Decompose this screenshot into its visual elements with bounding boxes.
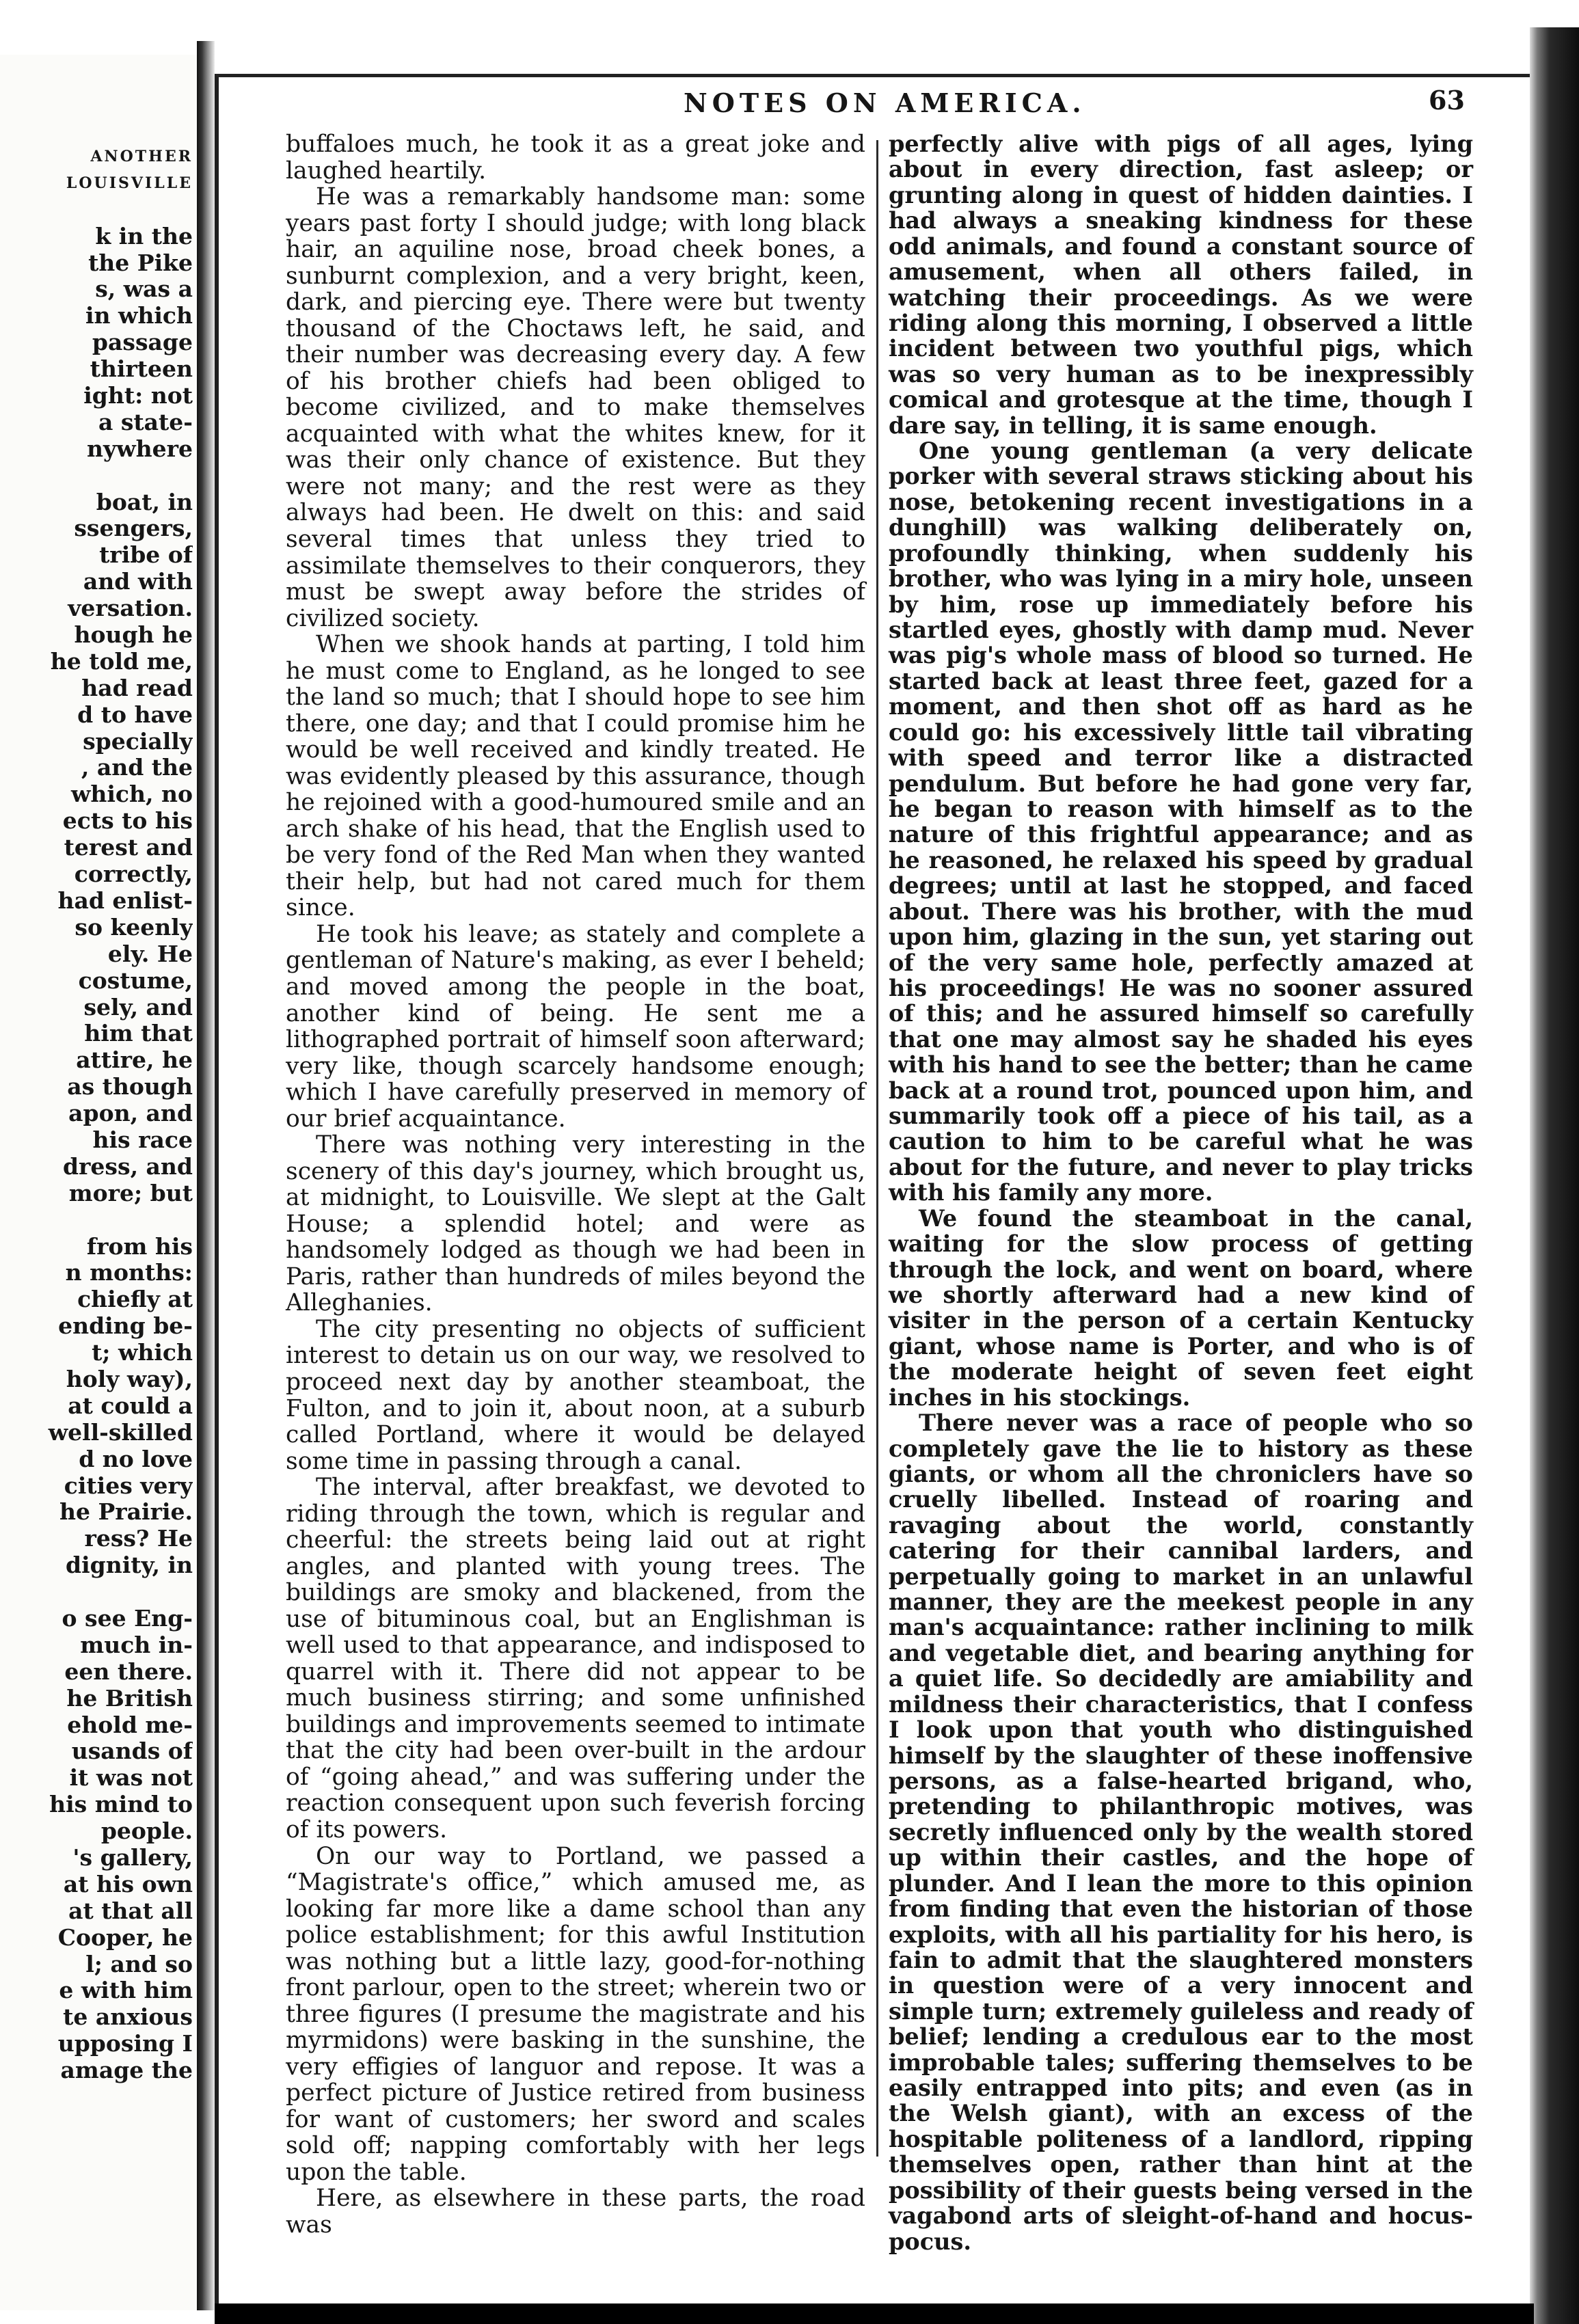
facing-page-line: ending be- [58,1313,193,1340]
facing-page-line: well-skilled [48,1419,193,1446]
facing-page-line: boat, in [96,489,193,515]
facing-page-line: much in- [80,1632,193,1658]
facing-page-line: at that all [68,1897,193,1924]
facing-page-line: in which [85,303,193,329]
facing-page-line: he told me, [50,648,193,675]
facing-page-line: at his own [63,1871,193,1897]
facing-page-line: attire, he [76,1047,193,1074]
facing-page-line [0,463,193,489]
facing-page-line: dignity, in [66,1552,193,1579]
facing-page-line: dress, and [62,1153,193,1180]
facing-page-line: terest and [64,835,193,861]
facing-page-line: and with [83,569,193,595]
paragraph: perfectly alive with pigs of all ages, lying about in every direction, fast asleep; or grunting along in quest of hidden dainties. I had always a sneaking kindness for these odd animals, and found a constant source of amusement, when all others failed, in watching their proceedings. As we were riding along this morning, I observed a little incident between two youthful pigs, which was so very human as to be inexpressibly comical and grotesque at the time, though I dare say, in telling, it is same enough. [889,131,1473,439]
facing-page-line: Cooper, he [57,1924,193,1951]
facing-page-line: usands of [71,1738,193,1765]
facing-page-line: e with him [59,1977,193,2004]
facing-page-line: people. [100,1818,193,1845]
text-column-right [889,131,1473,2254]
facing-page-line: holy way), [66,1366,193,1392]
facing-page-line: had enlist- [57,887,193,914]
facing-page-line: ects to his [62,808,193,835]
facing-page-line: tribe of [99,542,193,569]
facing-page-line: a state- [98,409,193,435]
facing-page-line: it was not [69,1765,193,1792]
facing-page-line: thirteen [90,356,193,383]
facing-page-line: nywhere [87,435,193,462]
facing-page-line: LOUISVILLE [66,174,193,192]
book-gutter [197,41,215,2310]
paragraph: One young gentleman (a very delicate porker with several straws sticking about his nose, betokening recent investigations in a dunghill) was walking deliberately on, profoundly thinking, when suddenly his brother, who was lying in a miry hole, unseen by him, rose up immediately before his startled eyes, ghostly with damp mud. Never was pig's whole mass of blood so turned. He started back at least three feet, gazed for a moment, and then shot off as hard as he could go: his excessively little tail vibrating with speed and terror like a distracted pendulum. But before he had gone very far, he began to reason with himself as to the nature of this frightful appearance; and as he reasoned, he relaxed his speed by gradual degrees; until at last he stopped, and faced about. There was his brother, with the mud upon him, glazing in the sun, yet staring out of the very same hole, perfectly amazed at his proceedings! He was no sooner assured of this; and he assured himself so carefully that one may almost say he shaded his eyes with his hand to see the better; than he came back at a round trot, pounced upon him, and summarily took off a piece of his tail, as a caution to him to be careful what he was about for the future, and never to play tricks with his family any more. [889,437,1473,1206]
paragraph: We found the steamboat in the canal, waiting for the slow process of getting through the lock, and went on board, where we shortly afterward had a new kind of visiter in the person of a certain Kentucky giant, whose name is Porter, and who is of the moderate height of seven feet eight inches in his stockings. [889,1204,1473,1411]
facing-page-line: costume, [78,967,193,994]
paragraph: The interval, after breakfast, we devoted to riding through the town, which is regular and cheerful: the streets being laid out at right angles, and planted with young trees. The buildings are smoky and blackened, from the use of bituminous coal, but an Englishman is well used to that appearance, and indisposed to quarrel with it. There did not appear to be much business stirring; and some unfinished buildings and improvements seemed to intimate that the city had been over-built in the ardour of “going ahead,” and was suffering under the reaction consequent upon such feverish forcing of its powers. [286,1474,865,1843]
facing-page-fragment [0,55,198,2310]
facing-page-line [0,1579,193,1606]
facing-page-line [0,197,193,224]
facing-page-line: which, no [70,781,193,808]
page-bottom-edge [215,2303,1534,2324]
facing-page-line: l; and so [85,1951,193,1977]
facing-page-line: t; which [92,1340,193,1366]
facing-page-line: hough he [74,622,193,649]
paragraph: The city presenting no objects of sufficient interest to detain us on our way, we resolved to proceed next day by another steamboat, the Fulton, and to join it, about noon, at a suburb called Portland, where it would be delayed some time in passing through a canal. [286,1315,865,1475]
facing-page-line: cities very [64,1472,193,1499]
facing-page-line: correctly, [74,861,193,888]
facing-page-line: d to have [77,701,193,728]
facing-page-line: apon, and [68,1100,193,1127]
text-column-left [286,131,865,2239]
paragraph: Here, as elsewhere in these parts, the road was [286,2185,865,2239]
facing-page-line: sely, and [83,994,193,1021]
paragraph: He took his leave; as stately and complete a gentleman of Nature's making, as ever I beheld; and moved among the people in the boat, another kind of being. He sent me a lithographed portrait of himself soon afterward; very like, though scarcely handsome enough; which I have carefully preserved in memory of our brief acquaintance. [286,920,865,1133]
facing-page-line [0,1207,193,1234]
facing-page-line: had read [81,675,193,701]
paragraph: buffaloes much, he took it as a great joke and laughed heartily. [286,131,865,185]
facing-page-line: d no love [79,1446,193,1472]
paragraph: There never was a race of people who so completely gave the lie to history as these giants, or whom all the chroniclers have so cruelly libelled. Instead of roaring and ravaging about the world, constantly catering for their cannibal larders, and perpetually going to market in an unlawful manner, they are the meekest people in any man's acquaintance: rather inclining to milk and vegetable diet, and bearing anything for a quiet life. So decidedly are amiability and mildness their characteristics, that I confess I look upon that youth who distinguished himself by the slaughter of these inoffensive persons, as a false-hearted brigand, who, pretending to philanthropic motives, was secretly influenced only by the wealth stored up within their castles, and the hope of plunder. And I lean the more to this opinion from finding that even the historian of those exploits, with all his partiality for his hero, is fain to admit that the slaughtered monsters in question were of a very innocent and simple turn; extremely guileless and ready of belief; lending a credulous ear to the most improbable tales; suffering themselves to be easily entrapped into pits; and even (as in the Welsh giant), with an excess of the hospitable politeness of a landlord, ripping themselves open, rather than hint at the possibility of their guests being versed in the vagabond arts of sleight-of-hand and hocus-pocus. [889,1409,1473,2255]
running-head: NOTES ON AMERICA. [684,87,1086,118]
facing-page-line: 's gallery, [72,1845,193,1871]
facing-page-line: ely. He [107,941,193,967]
facing-page-line: ress? He [84,1526,193,1552]
facing-page-line: upposing I [57,2031,193,2057]
facing-page-line: him that [84,1021,193,1047]
facing-page-line: he Prairie. [59,1499,193,1526]
facing-page-line: at could a [68,1392,193,1419]
facing-page-line: versation. [68,595,193,622]
facing-page-line: te anxious [63,2004,193,2031]
facing-page-line: the Pike [88,249,193,276]
page-edge-shadow [1530,27,1579,2324]
facing-page-line: from his [86,1233,193,1260]
facing-page-line: n months: [65,1260,193,1286]
facing-page-line: een there. [64,1658,193,1685]
paragraph: There was nothing very interesting in the scenery of this day's journey, which brought us, at midnight, to Louisville. We slept at the Galt House; a splendid hotel; and were as handsomely lodged as though we had been in Paris, rather than hundreds of miles beyond the Alleghanies. [286,1131,865,1317]
facing-page-text [0,144,193,2084]
facing-page-line: ehold me- [67,1712,193,1738]
facing-page-line: chiefly at [77,1286,193,1313]
facing-page-line: passage [92,329,193,356]
facing-page-line: s, was a [95,276,193,303]
column-divider [876,140,878,2157]
paragraph: He was a remarkably handsome man: some years past forty I should judge; with long black hair, an aquiline nose, broad cheek bones, a sunburnt complexion, and a very bright, keen, dark, and piercing eye. There were but twenty thousand of the Choctaws left, he said, and their number was decreasing every day. A few of his brother chiefs had been obliged to become civilized, and to make themselves acquainted with what the whites knew, for it was their only chance of existence. But they were not many; and the rest were as they always had been. He dwelt on this: and said several times that unless they tried to assimilate themselves to their conquerors, they must be swept away before the strides of civilized society. [286,183,865,632]
facing-page-line: specially [83,728,193,755]
facing-page-line: he British [66,1685,193,1712]
facing-page-line: ssengers, [74,515,193,542]
facing-page-line: k in the [95,223,193,249]
paragraph: When we shook hands at parting, I told him he must come to England, as he longed to see the land so much; that I should hope to see him there, one day; and that I could promise him he would be well received and kindly treated. He was evidently pleased by this assurance, though he rejoined with a good-humoured smile and an arch shake of his head, that the English used to be very fond of the Red Man when they wanted their help, but had not cared much for them since. [286,631,865,922]
facing-page-line: amage the [60,2057,193,2084]
facing-page-line: as though [67,1074,193,1100]
facing-page-line: , and the [81,755,193,781]
facing-page-line: so keenly [75,914,193,941]
facing-page-line: his mind to [49,1792,193,1818]
facing-page-line: more; but [68,1180,193,1206]
page-number: 63 [1429,85,1465,116]
facing-page-line: ight: not [83,383,193,409]
facing-page-line: his race [92,1126,193,1153]
facing-page-line: o see Eng- [62,1605,193,1632]
facing-page-line: ANOTHER [90,148,193,165]
paragraph: On our way to Portland, we passed a “Magistrate's office,” which amused me, as looking far more like a dame school than any police establishment; for this awful Institution was nothing but a little lazy, good-for-nothing front parlour, open to the street; wherein two or three figures (I presume the magistrate and his myrmidons) were basking in the sunshine, the very effigies of languor and repose. It was a perfect picture of Justice retired from business for want of customers; her sword and scales sold off; napping comfortably with her legs upon the table. [286,1842,865,2186]
